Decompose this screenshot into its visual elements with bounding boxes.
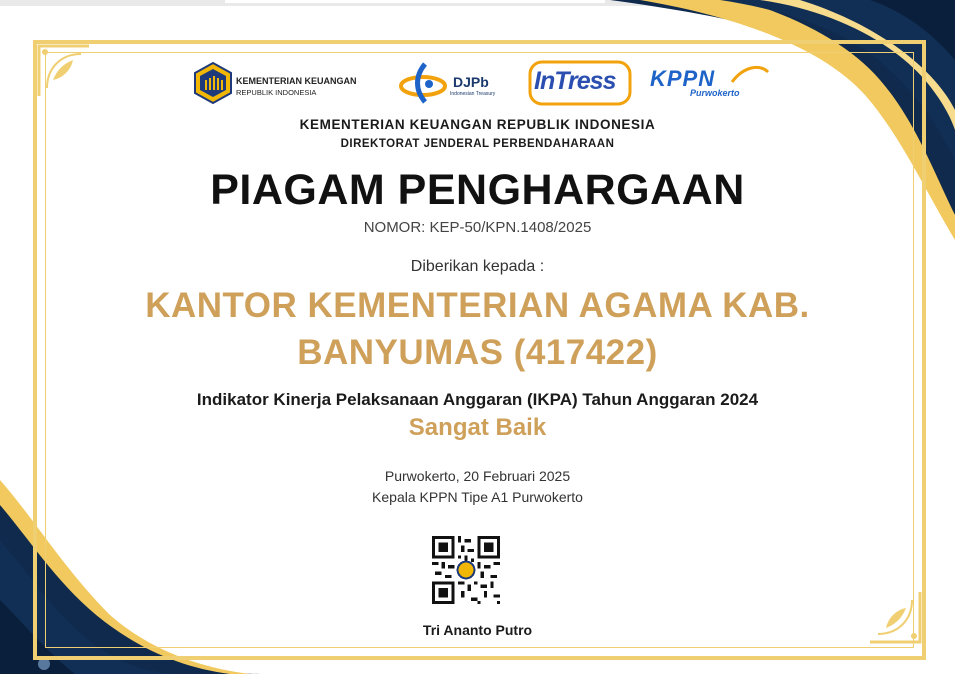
corner-ornament-bottom-right — [864, 586, 926, 648]
signature-qr-code-icon — [432, 536, 500, 604]
place-date: Purwokerto, 20 Februari 2025 — [384, 468, 571, 484]
given-to-label: Diberikan kepada : — [410, 258, 545, 275]
intress-logo-text: InTress — [534, 67, 616, 95]
award-predicate: Sangat Baik — [408, 414, 547, 441]
signer-name: Tri Ananto Putro — [422, 622, 533, 638]
recipient-name — [0, 282, 955, 376]
ministry-name: KEMENTERIAN KEUANGAN REPUBLIK INDONESIA — [299, 117, 656, 132]
kemenkeu-emblem-icon — [192, 62, 234, 104]
logo-row — [190, 58, 770, 110]
djpb-logo-subtitle: Indonesian Treasury — [450, 91, 496, 97]
recipient-line-1: KANTOR KEMENTERIAN AGAMA KAB. — [145, 286, 810, 325]
certificate-number: NOMOR: KEP-50/KPN.1408/2025 — [363, 219, 592, 236]
kppn-logo — [650, 58, 770, 110]
recipient-line-2: BANYUMAS (417422) — [297, 333, 658, 372]
djpb-swoosh-icon — [395, 60, 451, 104]
directorate-name: DIREKTORAT JENDERAL PERBENDAHARAAN — [340, 138, 615, 150]
intress-logo — [528, 58, 632, 110]
kemenkeu-logo-title: KEMENTERIAN KEUANGAN — [236, 76, 357, 86]
kppn-logo-text: KPPN — [650, 66, 716, 91]
kemenkeu-logo-subtitle: REPUBLIK INDONESIA — [236, 88, 317, 97]
signer-position: Kepala KPPN Tipe A1 Purwokerto — [372, 489, 583, 505]
kemenkeu-logo — [190, 58, 380, 110]
award-indicator: Indikator Kinerja Pelaksanaan Anggaran (IKPA) Tahun Anggaran 2024 — [196, 390, 759, 409]
corner-ornament-top-left — [33, 40, 95, 102]
djpb-logo-text: DJPb — [453, 74, 489, 90]
djpb-logo — [395, 58, 520, 110]
certificate-title: PIAGAM PENGHARGAAN — [210, 166, 745, 214]
kppn-swoosh-icon — [730, 64, 770, 88]
kppn-logo-subtitle: Purwokerto — [690, 88, 740, 98]
